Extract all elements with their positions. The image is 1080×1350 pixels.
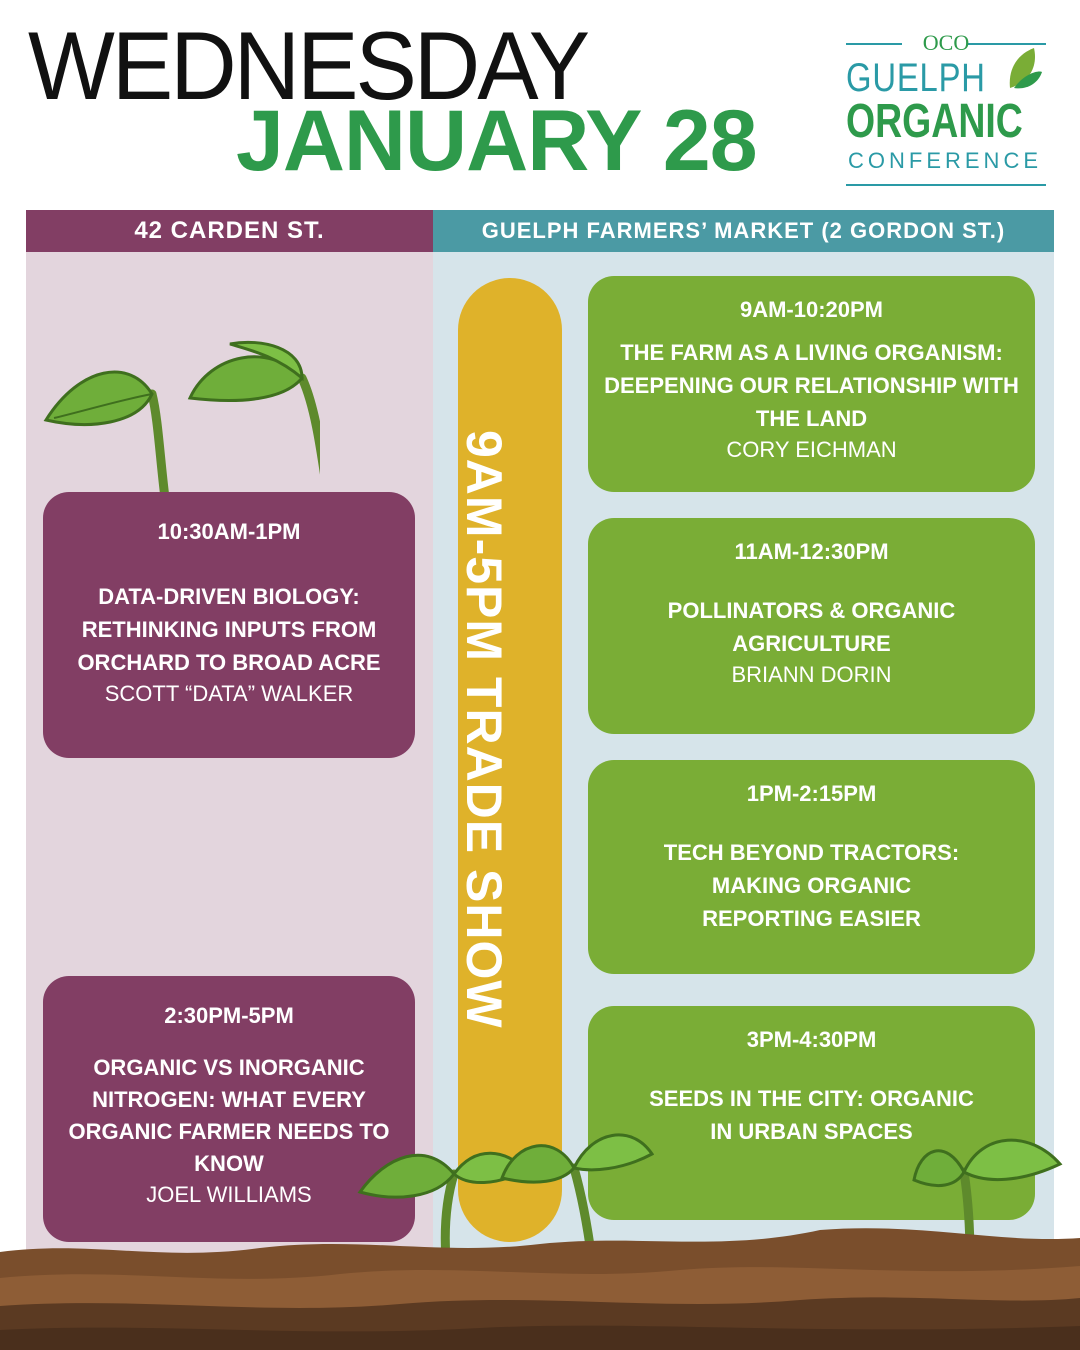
session-title-line: AGRICULTURE xyxy=(732,631,891,656)
session-time: 2:30PM-5PM xyxy=(164,1003,294,1028)
session-title-line: THE LAND xyxy=(755,406,868,431)
session-title-line: KNOW xyxy=(194,1151,264,1176)
session-title-line: ORGANIC VS INORGANIC xyxy=(93,1055,365,1080)
session-speaker: BRIANN DORIN xyxy=(731,662,892,687)
logo-organic-text: ORGANIC xyxy=(846,95,1023,148)
session-title-line: ORGANIC FARMER NEEDS TO xyxy=(68,1119,390,1144)
trade-show-label: 9AM-5PM TRADE SHOW xyxy=(456,430,512,1029)
logo-conference-text: CONFERENCE xyxy=(848,148,1043,173)
session-title-line: RETHINKING INPUTS FROM xyxy=(81,617,377,642)
day-heading: WEDNESDAY xyxy=(28,12,588,120)
logo-guelph-text: GUELPH xyxy=(846,56,986,100)
date-heading: JANUARY 28 xyxy=(236,93,757,189)
session-card-right-1[interactable] xyxy=(588,276,1035,492)
conference-logo xyxy=(846,32,1046,186)
session-title-line: DEEPENING OUR RELATIONSHIP WITH xyxy=(604,373,1019,398)
leaf-logo-icon xyxy=(1004,44,1044,92)
session-title-line: MAKING ORGANIC xyxy=(711,873,912,898)
session-title-line: THE FARM AS A LIVING ORGANISM: xyxy=(620,340,1003,365)
session-title-line: POLLINATORS & ORGANIC xyxy=(667,598,956,623)
session-card-right-2[interactable] xyxy=(588,518,1035,734)
sprout-icon xyxy=(40,338,320,498)
session-time: 3PM-4:30PM xyxy=(746,1027,877,1052)
session-speaker: JOEL WILLIAMS xyxy=(146,1182,312,1207)
session-time: 1PM-2:15PM xyxy=(746,781,877,806)
session-time: 11AM-12:30PM xyxy=(734,539,889,564)
session-speaker: SCOTT “DATA” WALKER xyxy=(104,681,354,706)
soil-ground xyxy=(0,1222,1080,1350)
session-title-line: SEEDS IN THE CITY: ORGANIC xyxy=(649,1086,974,1111)
logo-rule-bottom xyxy=(846,184,1046,186)
session-time: 9AM-10:20PM xyxy=(739,297,884,322)
session-card-right-3[interactable] xyxy=(588,760,1035,974)
session-title-line: IN URBAN SPACES xyxy=(710,1119,913,1144)
session-time: 10:30AM-1PM xyxy=(157,519,301,544)
session-card-left-1[interactable] xyxy=(43,492,415,758)
session-title-line: REPORTING EASIER xyxy=(702,906,921,931)
session-speaker: CORY EICHMAN xyxy=(726,437,897,462)
venue-header-right: GUELPH FARMERS’ MARKET (2 GORDON ST.) xyxy=(433,210,1054,252)
venue-header-left: 42 CARDEN ST. xyxy=(26,210,433,252)
session-title-line: TECH BEYOND TRACTORS: xyxy=(663,840,960,865)
logo-oco-text: OCO xyxy=(922,30,970,55)
session-title-line: NITROGEN: WHAT EVERY xyxy=(92,1087,366,1112)
session-title-line: ORCHARD TO BROAD ACRE xyxy=(77,650,381,675)
session-title-line: DATA-DRIVEN BIOLOGY: xyxy=(98,584,360,609)
